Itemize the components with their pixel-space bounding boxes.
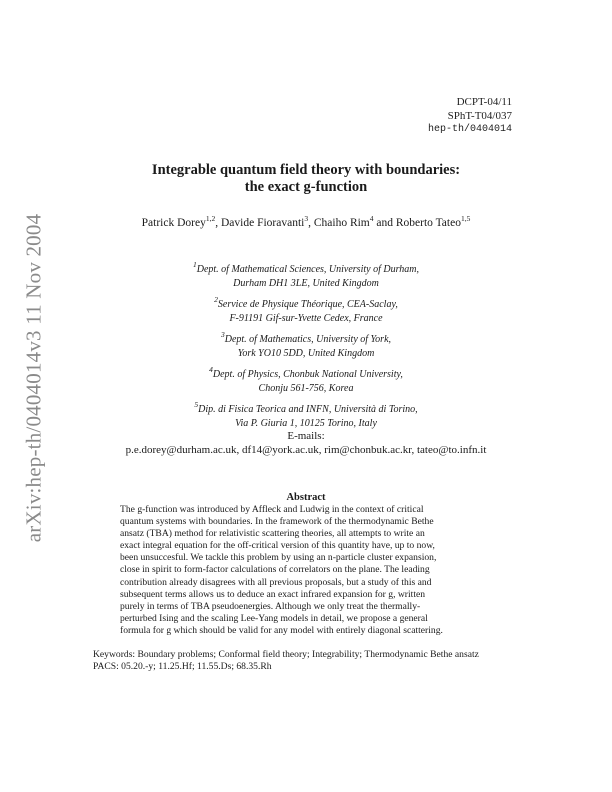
author-name: Roberto Tateo (395, 217, 461, 229)
abstract-line: formula for g which should be valid for any model with entirely diagonal scattering. (120, 624, 443, 636)
email-label: E-mails: (287, 430, 325, 442)
report-numbers (428, 96, 512, 137)
affiliation-line-2: Durham DH1 3LE, United Kingdom (233, 278, 379, 289)
affiliation (0, 363, 612, 396)
abstract-line: quantum systems with boundaries. In the framework of the thermodynamic Bethe (120, 516, 434, 528)
affiliation-mark: 1 (192, 260, 197, 269)
affiliation-line-1: Dept. of Mathematical Sciences, University of Durham, (196, 264, 420, 275)
author-name: Patrick Dorey (141, 217, 206, 229)
abstract-line: subsequent terms allows us to deduce an exact infrared expansion for g, written (120, 588, 426, 600)
report-number: hep-th/0404014 (427, 124, 512, 135)
abstract-line: The g-function was introduced by Affleck and Ludwig in the context of critical (120, 504, 424, 515)
title-line-2: the exact g-function (244, 179, 368, 195)
arxiv-stamp-text: arXiv:hep-th/0404014v3 11 Nov 2004 (21, 213, 46, 543)
affiliation-mark: 2 (214, 295, 218, 304)
affiliation-mark: 4 (209, 365, 213, 374)
abstract-line: ansatz (TBA) method for relativistic scattering theories, all attempts to write an (120, 528, 425, 540)
affiliation-mark: 3 (220, 330, 225, 339)
affiliation (0, 328, 612, 361)
abstract-heading: Abstract (286, 492, 326, 503)
abstract-line: exact integral equation for the off-critical version of this quantity have, up to now, (120, 540, 435, 552)
affiliation (0, 398, 612, 431)
affiliation (0, 258, 612, 291)
author-name: Davide Fioravanti (220, 217, 305, 229)
author-affil-mark: 1,5 (460, 214, 471, 223)
abstract-line: purely in terms of TBA pseudoenergies. Although we only treat the thermally- (120, 600, 421, 612)
author-affil-mark: 3 (304, 214, 309, 223)
email-list[interactable]: p.e.dorey@durham.ac.uk, df14@york.ac.uk, rim@chonbuk.ac.kr, tateo@to.infn.it (125, 444, 487, 456)
affiliation (0, 293, 612, 326)
affiliation-line-1: Dept. of Mathematics, University of York, (224, 334, 392, 345)
report-number: SPhT-T04/037 (447, 109, 512, 122)
affiliation-mark: 5 (194, 400, 199, 409)
affiliation-line-2: Via P. Giuria 1, 10125 Torino, Italy (235, 418, 377, 429)
abstract-line: perturbed Ising and the scaling Lee-Yang models in detail, we propose a general (120, 612, 428, 624)
affiliation-line-1: Dept. of Physics, Chonbuk National University, (212, 369, 403, 380)
author-separator: , (215, 217, 221, 229)
affiliation-line-2: F-91191 Gif-sur-Yvette Cedex, France (229, 313, 383, 324)
abstract-line: been unsuccesful. We tackle this problem by using an n-particle cluster expansion, (120, 552, 437, 564)
keywords: Keywords: Boundary problems; Conformal field theory; Integrability; Thermodynamic Bethe ansatz (93, 649, 479, 660)
paper-title (0, 162, 612, 196)
title-line-1: Integrable quantum field theory with boundaries: (151, 162, 461, 178)
author-list (0, 214, 612, 229)
abstract-body (120, 504, 492, 637)
author-name: Chaiho Rim (313, 217, 370, 229)
abstract-line: close in spirit to form-factor calculations of correlators on the plane. The leading (120, 564, 430, 576)
report-number: DCPT-04/11 (456, 96, 512, 108)
affiliation-line-1: Dip. di Fisica Teorica and INFN, Università di Torino, (198, 404, 418, 415)
author-separator: , (308, 217, 314, 229)
affiliation-line-2: York YO10 5DD, United Kingdom (237, 348, 375, 359)
pacs-codes: PACS: 05.20.-y; 11.25.Hf; 11.55.Ds; 68.35.Rh (93, 661, 272, 672)
affiliation-line-2: Chonju 561-756, Korea (258, 383, 354, 394)
author-affil-mark: 1,2 (205, 214, 216, 223)
abstract-line: contribution already disagrees with all previous proposals, but a study of this and (120, 576, 432, 588)
author-conjunction: and (373, 217, 396, 229)
author-affil-mark: 4 (369, 214, 374, 223)
affiliation-line-1: Service de Physique Théorique, CEA-Saclay, (217, 299, 398, 310)
